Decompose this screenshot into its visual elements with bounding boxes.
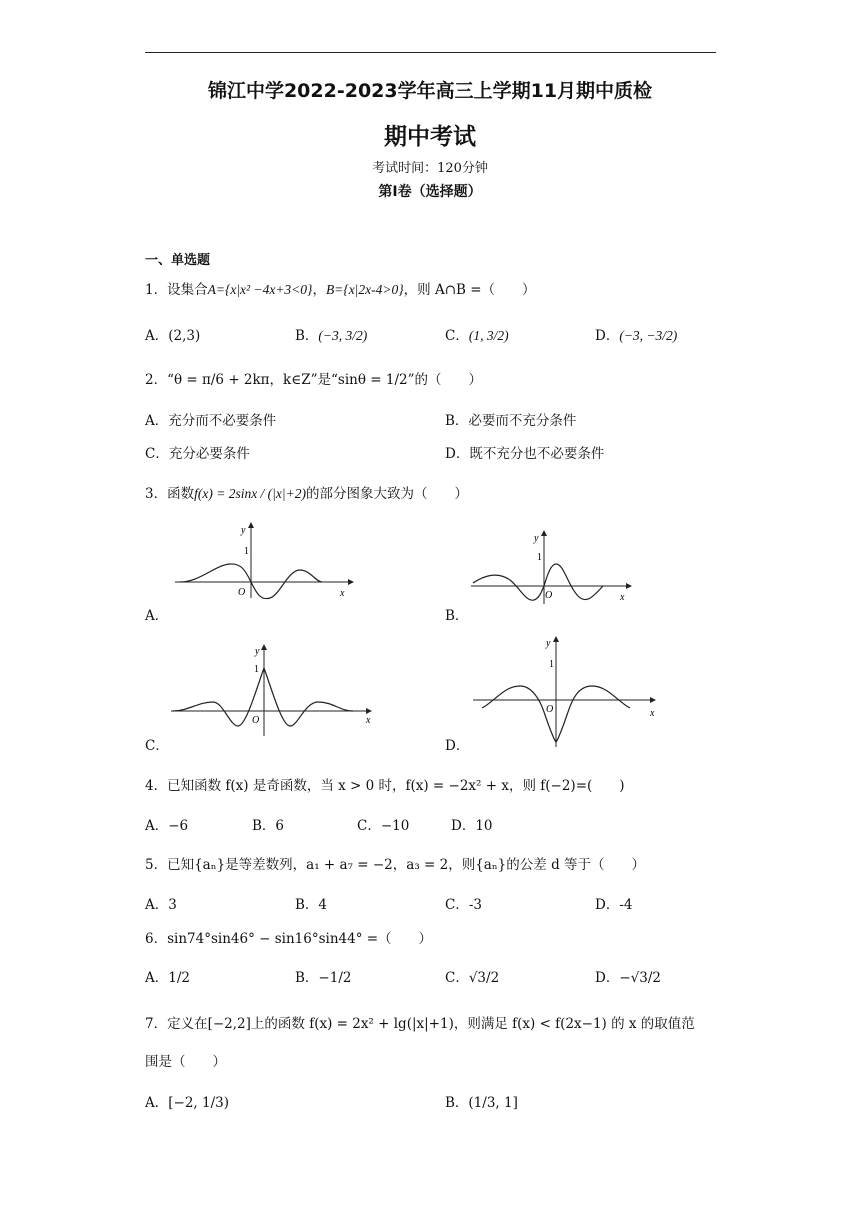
q5-option-d: D．-4 — [595, 897, 633, 913]
q2-option-c: C．充分必要条件 — [145, 446, 250, 462]
q7-option-a: A．[−2, 1/3) — [145, 1095, 229, 1111]
q4-option-c: C．−10 — [357, 818, 410, 834]
q3d-tick-one: 1 — [549, 659, 554, 670]
q3-graph-b — [468, 528, 638, 606]
q2-option-b: B．必要而不充分条件 — [445, 413, 577, 429]
q3-option-a: A． — [145, 608, 169, 624]
q3-graph-a — [170, 520, 360, 600]
q3d-origin-label: O — [546, 704, 554, 715]
q3-option-d: D． — [445, 738, 470, 754]
exam-title: 期中考试 — [384, 124, 476, 150]
q6-option-c: C．√3/2 — [445, 970, 500, 986]
q3-option-c: C． — [145, 738, 169, 754]
q1-option-a: A．(2,3) — [145, 328, 201, 344]
q3d-axis-x-label: x — [650, 708, 655, 719]
q3b-origin-label: O — [545, 590, 553, 601]
q7-stem-line2: 围是（ ） — [145, 1054, 226, 1070]
q5-option-b: B．4 — [295, 897, 328, 913]
volume-title: 第I卷（选择题） — [378, 184, 482, 200]
q3-option-b: B． — [445, 608, 469, 624]
q3b-axis-y-label: y — [534, 533, 539, 544]
q6-option-d: D．−√3/2 — [595, 970, 661, 986]
q5-option-c: C．-3 — [445, 897, 482, 913]
q6-stem: 6．sin74°sin46° − sin16°sin44° =（ ） — [145, 931, 433, 947]
q3b-axis-x-label: x — [620, 592, 625, 603]
q1-set-b: B={x|2x-4>0} — [325, 282, 404, 297]
q2-stem: 2．“θ = π/6 + 2kπ，k∈Z”是“sinθ = 1/2”的（ ） — [145, 372, 483, 388]
section-label: 一、单选题 — [145, 253, 211, 268]
school-title: 锦江中学2022-2023学年高三上学期11月期中质检 — [207, 80, 653, 102]
q3c-axis-x-label: x — [366, 715, 371, 726]
q6-option-a: A．1/2 — [145, 970, 190, 986]
q5-stem: 5．已知{aₙ}是等差数列，a₁ + a₇ = −2，a₃ = 2，则{aₙ}的公差 d 等于（ ） — [145, 857, 646, 873]
q3-stem: 3．函数f(x) = 2sinx / (|x|+2)的部分图象大致为（ ） — [145, 486, 468, 502]
q2-option-a: A．充分而不必要条件 — [145, 413, 277, 429]
q4-option-a: A．−6 — [145, 818, 189, 834]
exam-time: 考试时间：120分钟 — [372, 161, 488, 176]
q2-option-d: D．既不充分也不必要条件 — [445, 446, 605, 462]
top-rule — [145, 52, 716, 53]
q4-option-b: B．6 — [252, 818, 285, 834]
q5-option-a: A．3 — [145, 897, 177, 913]
q3d-axis-y-label: y — [546, 638, 551, 649]
q3c-origin-label: O — [252, 715, 260, 726]
q3a-axis-y-label: y — [241, 525, 246, 536]
q7-option-b: B．(1/3, 1] — [445, 1095, 518, 1111]
q4-stem: 4．已知函数 f(x) 是奇函数，当 x > 0 时，f(x) = −2x² + x，则 f(−2)=( ) — [145, 778, 625, 794]
q6-option-b: B．−1/2 — [295, 970, 352, 986]
q3-graph-c — [168, 640, 383, 740]
q3-graph-d — [470, 632, 665, 750]
q1-stem: 1．设集合A={x|x² −4x+3<0}，B={x|2x-4>0}，则 A∩B =（ ） — [145, 282, 536, 298]
q4-option-d: D．10 — [451, 818, 493, 834]
q1-option-c: C．(1, 3/2) — [445, 328, 509, 344]
q3a-axis-x-label: x — [340, 588, 345, 599]
q1-set-a: A={x|x² −4x+3<0} — [207, 282, 313, 297]
q3c-axis-y-label: y — [255, 646, 260, 657]
q3a-tick-one: 1 — [244, 546, 249, 557]
q3a-origin-label: O — [238, 587, 246, 598]
q3c-tick-one: 1 — [254, 664, 259, 675]
q1-option-b: B．(−3, 3/2) — [295, 328, 368, 344]
q3-function: f(x) = 2sinx / (|x|+2) — [194, 486, 306, 501]
q1-option-d: D．(−3, −3/2) — [595, 328, 678, 344]
q7-stem-line1: 7．定义在[−2,2]上的函数 f(x) = 2x² + lg(|x|+1)，则满足 f(x) < f(2x−1) 的 x 的取值范 — [145, 1016, 695, 1032]
q3b-tick-one: 1 — [537, 552, 542, 563]
